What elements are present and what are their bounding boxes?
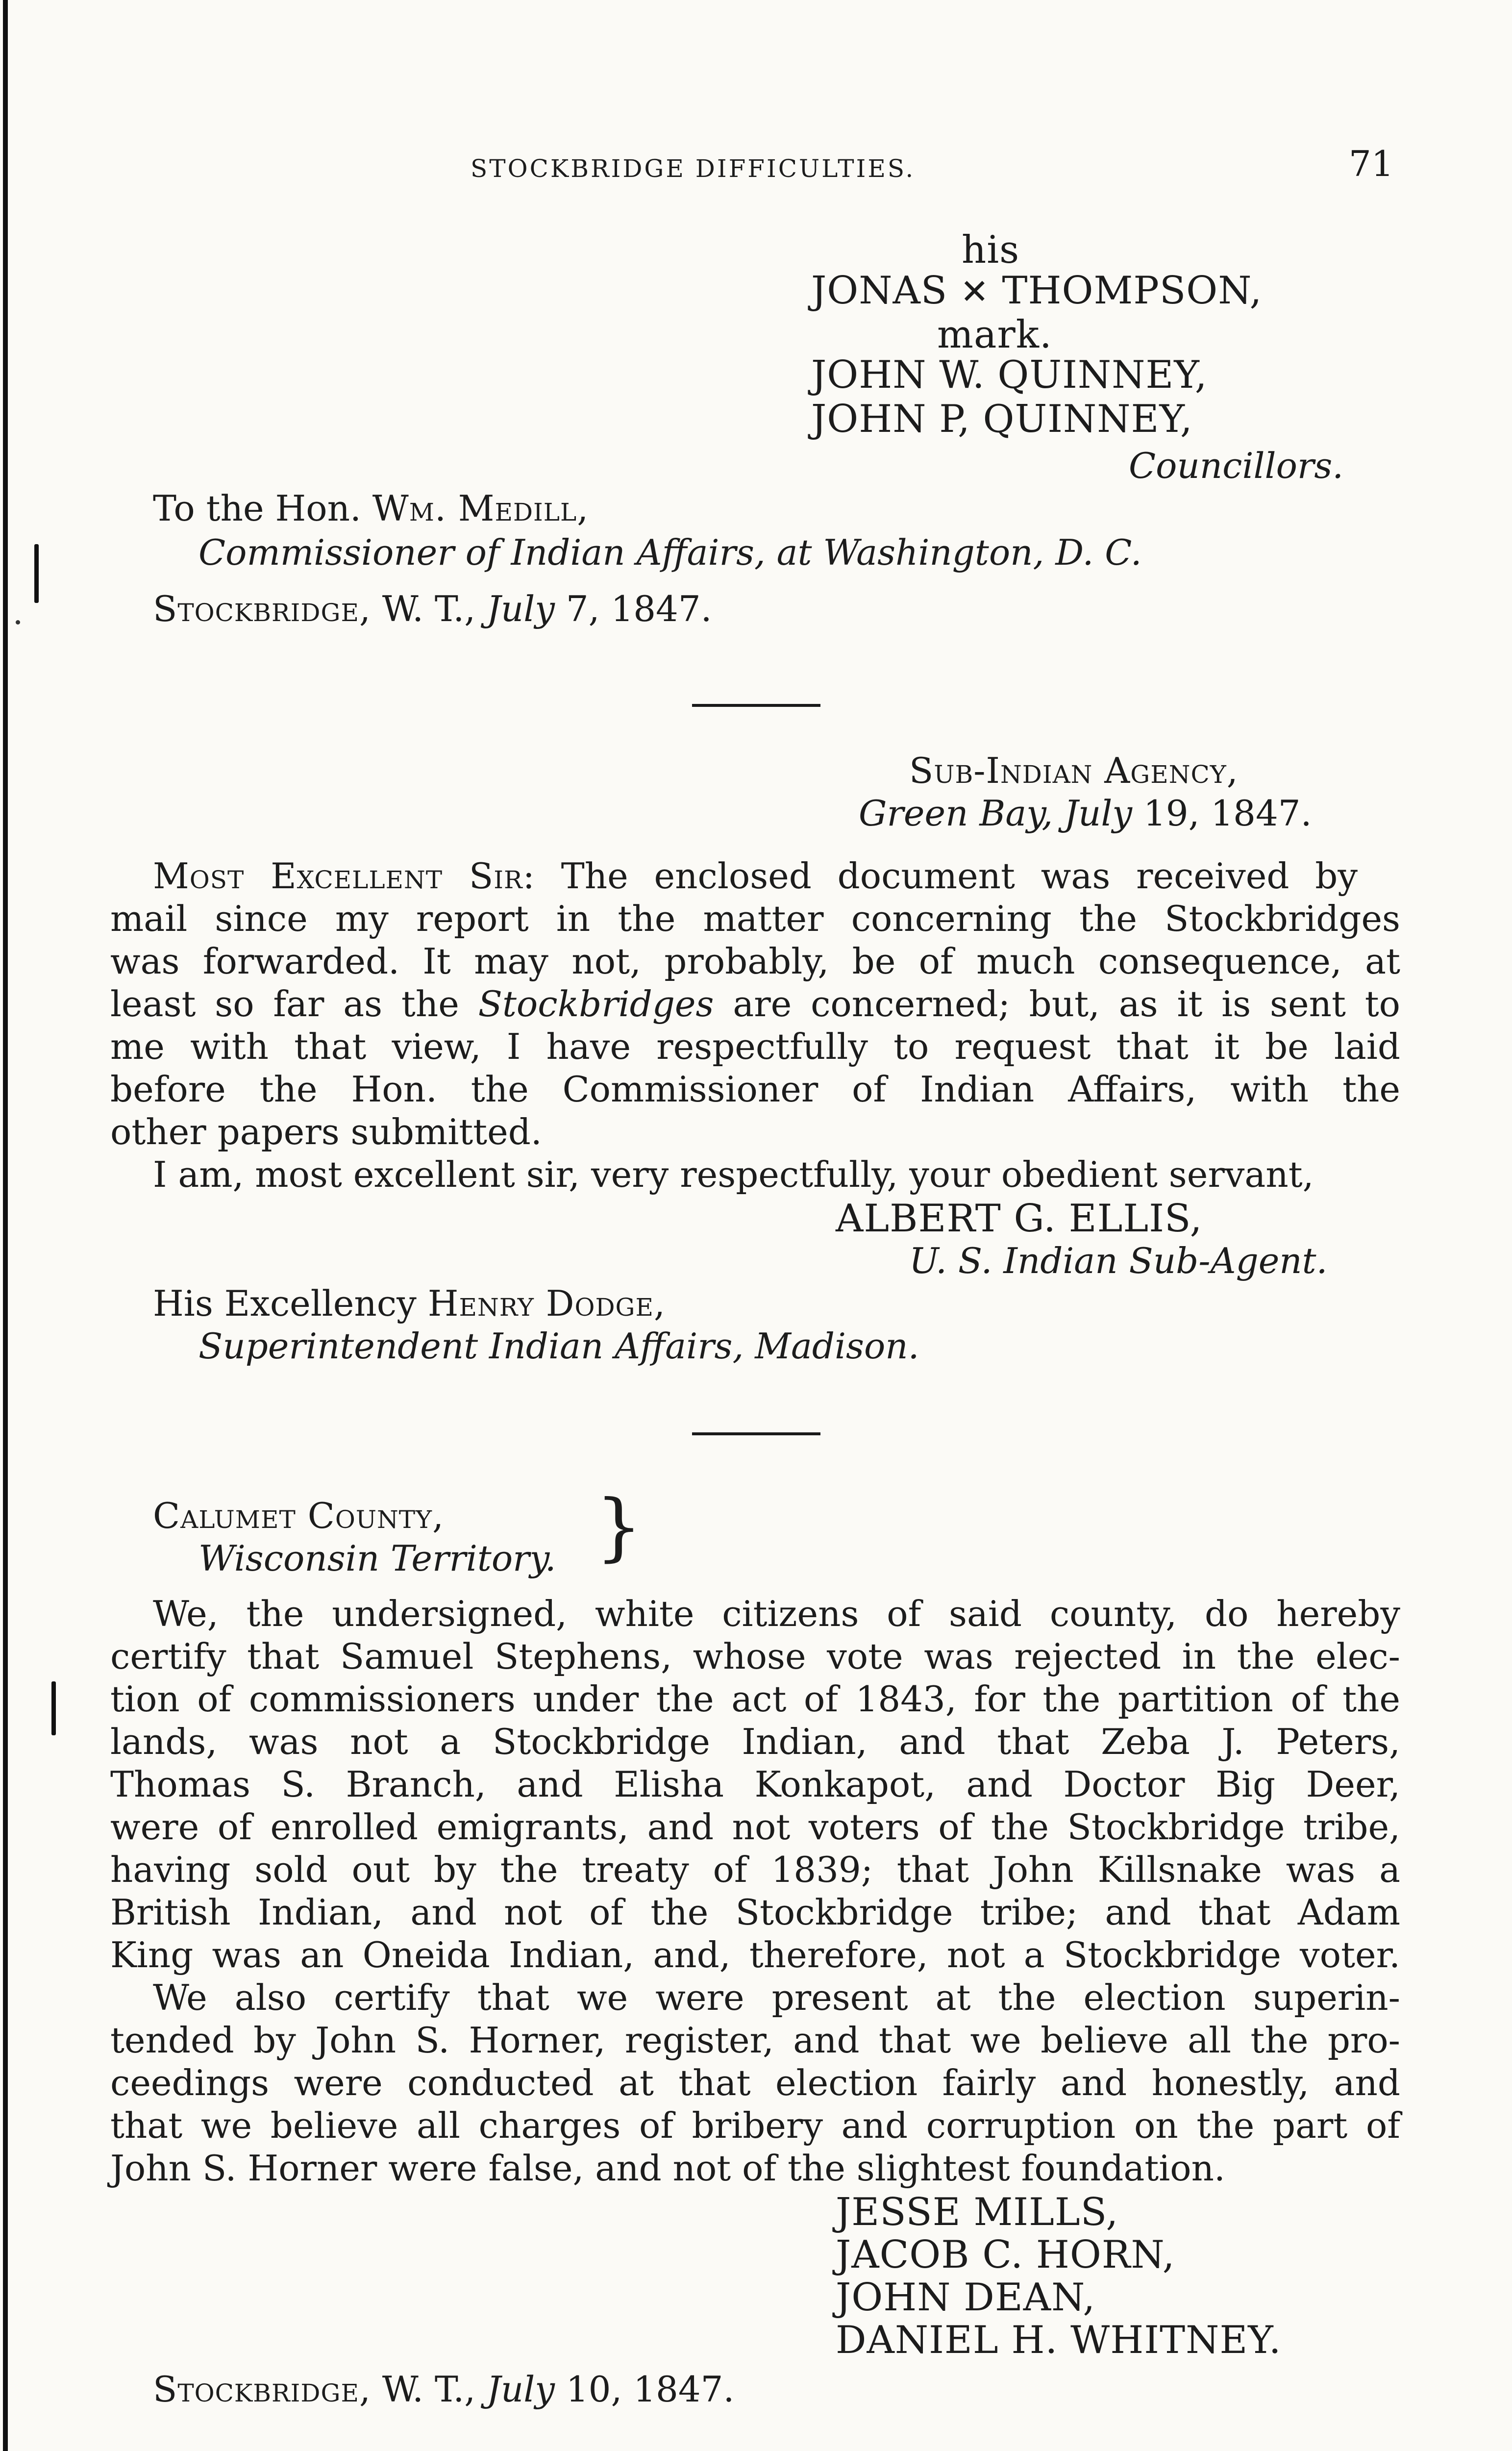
certificate-dateline-month: July — [487, 2369, 555, 2410]
signature-mark-icon: ✕ — [960, 272, 990, 312]
letter-line: before the Hon. the Commissioner of Indian Affairs, with the — [110, 1069, 1400, 1110]
dateline-place: Stockbridge, — [153, 588, 371, 629]
dateline-territory: W. T., — [382, 588, 476, 629]
certificate-signer: DANIEL H. WHITNEY. — [836, 2318, 1282, 2362]
signature-last-name: THOMPSON, — [1002, 269, 1263, 313]
certificate-line: tion of commissioners under the act of 1843, for the partition of the — [110, 1678, 1400, 1720]
certificate-line: certify that Samuel Stephens, whose vote was rejected in the elec- — [110, 1636, 1400, 1677]
letter-line: least so far as the Stockbridges are concerned; but, as it is sent to — [110, 983, 1401, 1025]
certificate-line: tended by John S. Horner, register, and that we believe all the pro- — [110, 2020, 1400, 2061]
dateline — [153, 588, 712, 629]
letter-line — [153, 855, 1358, 897]
letter-location-place: Green Bay, July — [859, 793, 1133, 834]
letter-salutation: Most Excellent Sir: — [153, 855, 535, 897]
certificate-line: were of enrolled emigrants, and not voters of the Stockbridge tribe, — [110, 1806, 1400, 1848]
letter-closing: I am, most excellent sir, very respectfully, your obedient servant, — [153, 1154, 1314, 1195]
dateline-month: July — [487, 588, 555, 629]
certificate-line: ceedings were conducted at that election fairly and honestly, and — [110, 2062, 1400, 2103]
page-binding-edge — [3, 0, 8, 2451]
certificate-line: King was an Oneida Indian, and, therefore, not a Stockbridge voter. — [110, 1934, 1400, 1976]
section-rule — [692, 1432, 820, 1435]
addressee-line — [153, 488, 589, 529]
certificate-signer: JOHN DEAN, — [836, 2276, 1096, 2320]
certificate-line: John S. Horner were false, and not of the slightest foundation. — [110, 2148, 1225, 2189]
letter-emphasis: Stockbridges — [478, 983, 714, 1025]
letter-line-text: The enclosed document was received by — [561, 855, 1358, 897]
letter-addressee-prefix: His Excellency — [153, 1283, 417, 1324]
addressee-name: Wm. Medill, — [372, 488, 589, 529]
signature-his: his — [962, 228, 1020, 272]
certificate-dateline-place: Stockbridge, — [153, 2369, 371, 2410]
letter-addressee-title: Superintendent Indian Affairs, Madison. — [198, 1326, 919, 1367]
section-rule — [692, 704, 820, 707]
letter-addressee-name: Henry Dodge, — [427, 1283, 666, 1324]
margin-mark — [51, 1681, 56, 1735]
addressee-prefix: To the Hon. — [153, 488, 361, 529]
venue-brace: } — [595, 1484, 643, 1570]
letter-line: me with that view, I have respectfully to request that it be laid — [110, 1026, 1400, 1067]
signature-role: Councillors. — [1129, 445, 1344, 486]
signature-first-name: JONAS — [811, 269, 948, 313]
certificate-county: Calumet County, — [153, 1495, 444, 1536]
letter-location — [859, 793, 1312, 834]
dateline-day-year: 7, 1847. — [566, 588, 712, 629]
running-title: STOCKBRIDGE DIFFICULTIES. — [471, 154, 916, 183]
page-number: 71 — [1349, 143, 1394, 184]
signature-jonas-thompson — [811, 269, 1262, 313]
signature-mark-label: mark. — [937, 313, 1052, 357]
addressee-title: Commissioner of Indian Affairs, at Washington, D. C. — [198, 532, 1142, 573]
margin-mark — [34, 544, 39, 603]
certificate-line: lands, was not a Stockbridge Indian, and that Zeba J. Peters, — [110, 1721, 1400, 1762]
certificate-line: We, the undersigned, white citizens of said county, do hereby — [153, 1593, 1400, 1634]
certificate-line: Thomas S. Branch, and Elisha Konkapot, and Doctor Big Deer, — [110, 1764, 1400, 1805]
signature-john-p-quinney: JOHN P, QUINNEY, — [811, 397, 1193, 441]
certificate-signer: JACOB C. HORN, — [836, 2233, 1175, 2277]
certificate-line: British Indian, and not of the Stockbridge tribe; and that Adam — [110, 1892, 1400, 1933]
signature-john-w-quinney: JOHN W. QUINNEY, — [811, 353, 1208, 397]
certificate-territory: Wisconsin Territory. — [198, 1538, 556, 1579]
letter-signer-title: U. S. Indian Sub-Agent. — [909, 1240, 1328, 1281]
letter-line: other papers submitted. — [110, 1111, 542, 1152]
letter-line: mail since my report in the matter concerning the Stockbridges — [110, 898, 1400, 939]
certificate-dateline-territory: W. T., — [382, 2369, 476, 2410]
letter-signer: ALBERT G. ELLIS, — [836, 1197, 1203, 1241]
certificate-dateline — [153, 2369, 734, 2410]
letter-location-date: 19, 1847. — [1143, 793, 1312, 834]
certificate-signer: JESSE MILLS, — [836, 2190, 1119, 2234]
certificate-line: having sold out by the treaty of 1839; that John Killsnake was a — [110, 1849, 1400, 1890]
certificate-line: We also certify that we were present at the election superin- — [153, 1977, 1400, 2018]
certificate-dateline-day-year: 10, 1847. — [566, 2369, 735, 2410]
certificate-line: that we believe all charges of bribery and corruption on the part of — [110, 2105, 1400, 2146]
letter-agency: Sub-Indian Agency, — [909, 750, 1239, 791]
letter-line: was forwarded. It may not, probably, be of much consequence, at — [110, 941, 1400, 982]
margin-dot — [16, 620, 20, 625]
letter-addressee — [153, 1283, 666, 1324]
